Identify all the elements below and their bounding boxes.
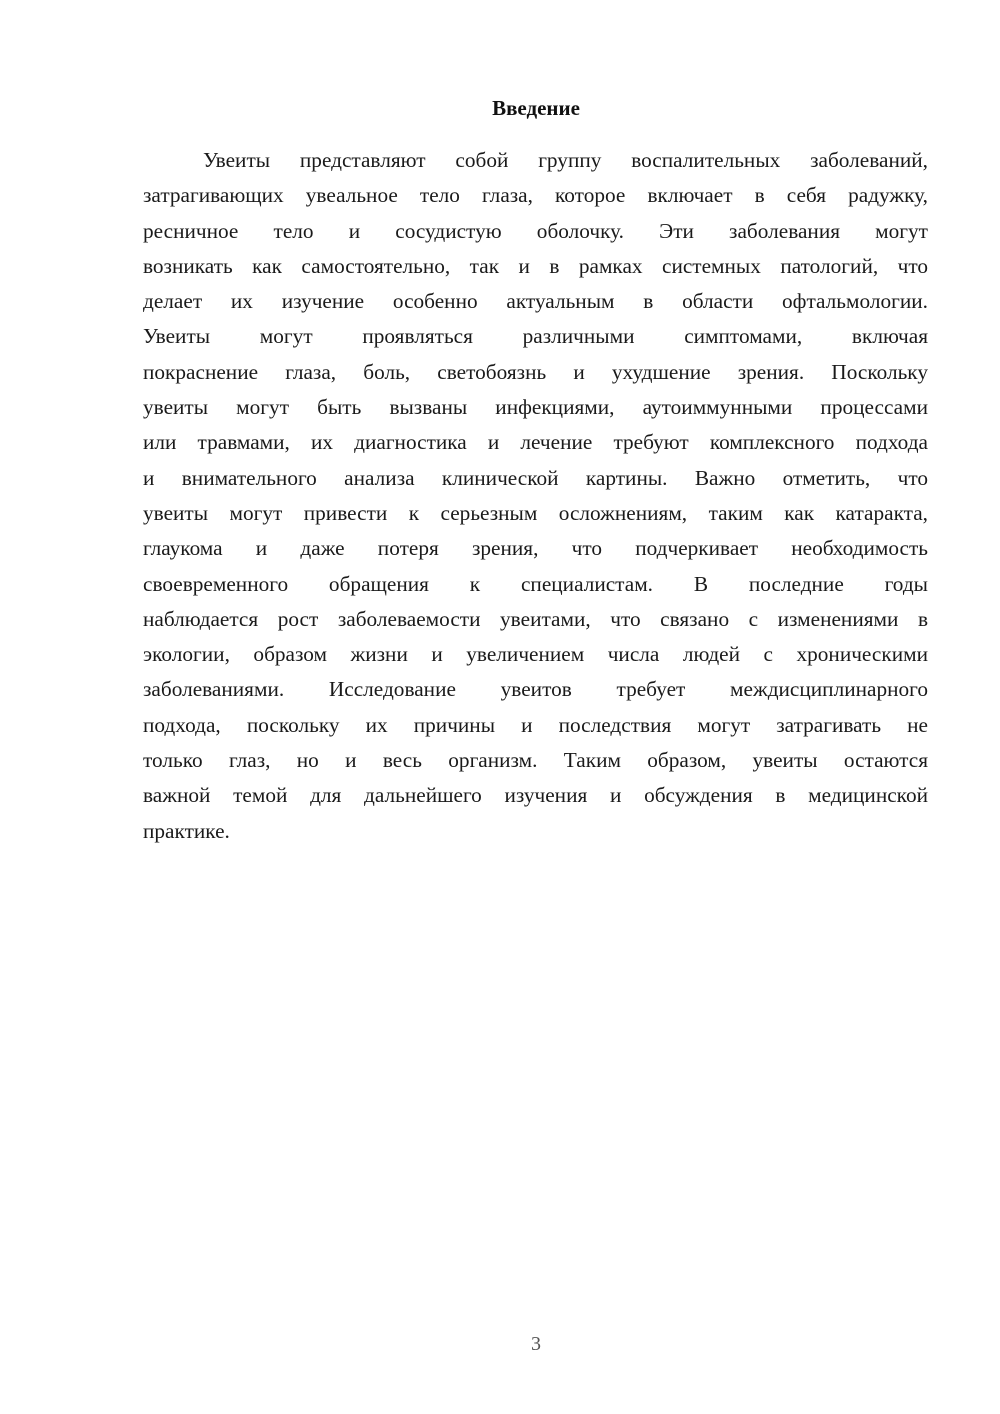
section-heading: Введение — [492, 96, 580, 120]
paragraph-line: важной темой для дальнейшего изучения и обсуждения в медицинской — [143, 783, 928, 808]
paragraph-line: только глаз, но и весь организм. Таким образом, увеиты остаются — [143, 748, 928, 773]
paragraph-line: Увеиты могут проявляться различными симптомами, включая — [143, 324, 928, 349]
paragraph-line: делает их изучение особенно актуальным в области офтальмологии. — [143, 289, 928, 314]
paragraph-line: глаукома и даже потеря зрения, что подчеркивает необходимость — [143, 536, 928, 561]
paragraph-line: возникать как самостоятельно, так и в рамках системных патологий, что — [143, 253, 928, 278]
paragraph-line: подхода, поскольку их причины и последствия могут затрагивать не — [143, 712, 928, 737]
paragraph-line: наблюдается рост заболеваемости увеитами, что связано с изменениями в — [143, 606, 928, 631]
paragraph-line: заболеваниями. Исследование увеитов требует междисциплинарного — [143, 677, 928, 702]
paragraph-line: увеиты могут привести к серьезным осложнениям, таким как катаракта, — [143, 500, 928, 525]
paragraph-line: ресничное тело и сосудистую оболочку. Эти заболевания могут — [143, 218, 928, 243]
paragraph-line: своевременного обращения к специалистам. В последние годы — [143, 571, 928, 596]
paragraph-line: экологии, образом жизни и увеличением числа людей с хроническими — [143, 642, 928, 667]
paragraph-line: увеиты могут быть вызваны инфекциями, аутоиммунными процессами — [143, 395, 928, 420]
paragraph-line: затрагивающих увеальное тело глаза, которое включает в себя радужку, — [143, 183, 928, 208]
paragraph-line: и внимательного анализа клинической картины. Важно отметить, что — [143, 465, 928, 490]
paragraph-line: или травмами, их диагностика и лечение требуют комплексного подхода — [143, 430, 928, 455]
body-paragraph — [143, 143, 928, 849]
paragraph-line: покраснение глаза, боль, светобоязнь и ухудшение зрения. Поскольку — [143, 359, 928, 384]
paragraph-line: Увеиты представляют собой группу воспалительных заболеваний, — [203, 148, 928, 172]
paragraph-line: практике. — [143, 818, 230, 843]
page-number: 3 — [531, 1333, 541, 1355]
